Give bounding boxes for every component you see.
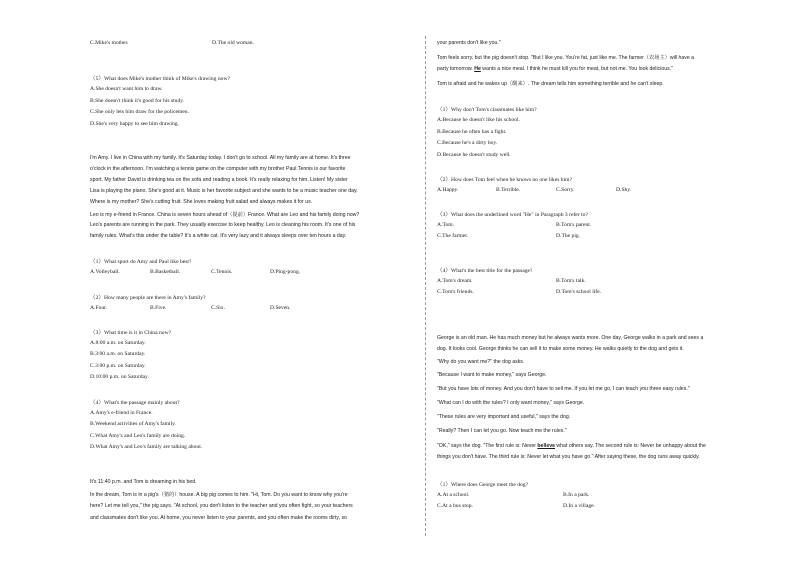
passage-line: and classmates don't like you. At home, you never listen to your parents, and you often make the rooms dirty, so [90,515,347,521]
option-b: B.Because he often has a fight. [437,129,507,135]
option-d: D.She's very happy to see him drawing. [90,121,179,127]
passage-line: "What can I do with the rules? I only want money," says George. [437,400,585,406]
passage-line: family rules. What's this under the table? It's a white cat. It's very lazy and it always sleeps over ten hours a day. [90,233,347,239]
passage-line [437,66,673,72]
passage-line: Leo is my e-friend in France. China is seven hours ahead of（提前）France. What are Leo and his family doing now? [90,212,360,218]
option-c: C.Because he's a dirty boy. [437,140,498,146]
question-stem: （2）How does Tom feel when he knows no one likes him? [437,177,572,183]
option-c: C.She only lets him draw for the policemen. [90,109,189,115]
option-b: B.Weekend activities of Amy's family. [90,421,176,427]
option-a: A.Amy's e-friend in France. [90,410,153,416]
passage-line: Tom is afraid and he wakes up（醒来）. The dream tells him something terrible and he can't sleep. [437,81,664,87]
question-stem: （4）What's the passage mainly about? [90,400,180,406]
option-b: B.Five. [150,305,167,311]
passage-line: dog. It looks cool. George thinks he can sell it to make some money. He walks quietly to the dog and gets it. [437,346,684,352]
option-b: B.Tom's parent. [556,222,592,228]
option-a: A.Volleyball. [90,269,120,275]
question-stem: （5）What does Mike's mother think of Mike's drawing now? [90,76,230,82]
option-c: C.Tom's friends. [437,289,474,295]
passage-line: Tom feels sorry, but the pig doesn't stop. "But I like you. You're fat, just like me. The farmer（农场主）will have a [437,55,695,61]
question-stem: （3）What time is it in China now? [90,330,172,336]
option-a: A.Because he doesn't like his school. [437,117,520,123]
underlined-word: He [474,66,481,72]
option-d: D.Ping-pong. [270,269,301,275]
passage-line: here? Let me tell you," the pig says. "At school, you don't listen to the teacher and you often fight, so your teachers [90,503,353,509]
option-d: D.Tom's school life. [556,289,602,295]
option-a: A.Happy. [437,187,459,193]
option-c: C.Tennis. [211,269,233,275]
passage-line: "Because I want to make money," says George. [437,372,547,378]
passage-line: "Why do you want me?" the dog asks. [437,359,525,365]
passage-line: things you don't have. The third rule is: Never let what you have go." After saying these, the dog runs away quickly. [437,454,700,460]
question-stem: （3）What does the underlined word "He" in Paragraph 3 refer to? [437,212,588,218]
passage-line: Where is my mother? She's cutting fruit. She loves making fruit salad and always makes it for us. [90,199,313,205]
option-a: A.Tom. [437,222,455,228]
option-d: D.The old woman. [212,40,254,46]
option-b: B.Basketball. [150,269,181,275]
option-d: D.The pig. [556,233,581,239]
option-d: D.10:00 p.m. on Saturday. [90,374,149,380]
passage-text: what others say. The second rule is: Never be unhappy about the [554,443,706,449]
column-divider [425,36,426,536]
passage-line: "But you have lots of money. And you don't have to sell me. If you let me go, I can teach you three easy rules." [437,386,690,392]
passage-line: "Really? Then I can let you go. Now teach me the rules." [437,428,567,434]
passage-line: o'clock in the afternoon. I'm watching a tennis game on the computer with my brother Paul.Tennis is our favorite [90,166,346,172]
option-a: A.Tom's dream. [437,278,473,284]
question-stem: （4）What's the best title for the passage? [437,268,533,274]
option-b: B.3:00 a.m. on Saturday. [90,351,146,357]
option-c: C.Mike's mother. [90,40,129,46]
question-stem: （1）Why don't Tom's classmates like him? [437,107,537,113]
option-c: C.3:00 p.m. on Saturday. [90,363,146,369]
option-d: D.Seven. [270,305,291,311]
option-d: D.Shy. [616,187,632,193]
passage-line: Lisa is playing the piano. She's good at it. Music is her favorite subject and she wants to be a music teacher one day. [90,188,358,194]
passage-line: It's 11:40 p.m. and Tom is dreaming in his bed. [90,479,197,485]
passage-text: party tomorrow. [437,66,475,72]
question-stem: （1）Where does George meet the dog? [437,482,529,488]
option-c: C.The farmer. [437,233,469,239]
option-b: B.Tom's talk. [556,278,586,284]
question-stem: （1）What sport do Amy and Paul like best? [90,259,192,265]
passage-line: In the dream, Tom is in a pig's（猪的）house. A big pig comes to him. "Hi, Tom. Do you want to know why you're [90,492,348,498]
option-c: C.What Amy's and Leo's family are doing. [90,433,186,439]
option-d: D.Because he doesn't study well. [437,152,511,158]
passage-line: "These rules are very important and useful," says the dog. [437,414,571,420]
option-d: D.In a village. [563,503,595,509]
option-a: A.8:00 a.m. on Saturday. [90,340,146,346]
option-b: B.She doesn't think it's good for his study. [90,98,185,104]
option-a: A.She doesn't want him to draw. [90,86,163,92]
passage-line: Leo's parents are running in the park. They usually exercise to keep healthy. Leo is cleaning his room. It's one of his [90,222,356,228]
option-a: A.Four. [90,305,108,311]
option-d: D.What Amy's and Leo's family are talking about. [90,444,203,450]
passage-line: sport. My father David is drinking tea on the sofa and reading a book. It's really relaxing for him. Listen! My sister [90,177,348,183]
question-stem: （2）How many people are there in Amy's family? [90,295,206,301]
option-b: B.Terrible. [496,187,521,193]
option-a: A.At a school. [437,492,470,498]
passage-line: your parents don't like you." [437,40,501,46]
passage-line: I'm Amy. I live in China with my family. It's Saturday today. I don't go to school. All my family are at home. It's three [90,155,351,161]
option-b: B.In a park. [563,492,590,498]
option-c: C.Six. [211,305,225,311]
underlined-word: believe [537,443,555,449]
option-c: C.At a bus stop. [437,503,473,509]
passage-text: wants a nice meal. I think he must kill you for meat, but not me. You look delicious." [480,66,673,72]
option-c: C.Sorry. [556,187,575,193]
passage-line [437,443,706,449]
passage-text: "OK," says the dog. "The first rule is: Never [437,443,538,449]
passage-line: George is an old man. He has much money but he always wants more. One day, George walks in a park and sees a [437,335,704,341]
